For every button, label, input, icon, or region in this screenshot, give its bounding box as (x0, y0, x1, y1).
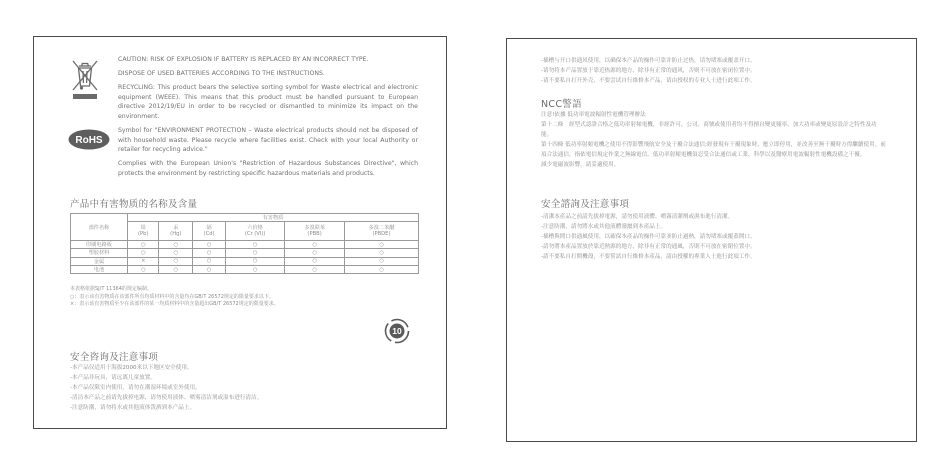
battery-disposal-text: DISPOSE OF USED BATTERIES ACCORDING TO THE INSTRUCTIONS. (118, 70, 325, 78)
mark-cell: × (128, 257, 159, 265)
substance-header: 汞 (Hg) (159, 222, 193, 241)
ncc-paragraph: 第十二條 經型式認證合格之低功率射頻電機，非經許可，公司、商號或使用者均不得擅自變更頻率、加大功率或變更原設計之特性及功能。 (541, 122, 877, 139)
part-name-cell: 电池 (71, 265, 128, 273)
hazard-table-notes (70, 286, 419, 309)
crossed-out-wheelie-bin-icon (70, 57, 100, 101)
mark-cell: ○ (193, 257, 226, 265)
part-name-cell: 金属 (71, 257, 128, 265)
list-item: -請勿將本產品置放於靠近熱源的地方，除非有正常的通風，否則不可放在密閉位置中。 (541, 244, 756, 251)
mark-cell: ○ (225, 257, 284, 265)
mark-cell: ○ (344, 257, 418, 265)
safety-notice-list-cn (70, 363, 410, 413)
ncc-warning-title: NCC警語 (541, 99, 582, 110)
environment-protection-text: Symbol for "ENVIRONMENT PROTECTION – Waste electrical products should not be disposed of with household waste. Please recycle where facilities exist. Check with your local Authority or retailer for recycling advice." (118, 127, 418, 154)
table-row (71, 265, 419, 273)
mark-cell: ○ (128, 265, 159, 273)
mark-cell: ○ (285, 257, 345, 265)
list-item: -插槽與開口供通風使用，以確保本產品的操作可靠並防止過熱，請勿堵塞或覆蓋開口。 (541, 234, 756, 241)
mark-cell: ○ (193, 241, 226, 249)
mark-cell: ○ (159, 249, 193, 257)
mark-cell: ○ (128, 249, 159, 257)
environmental-protection-use-period-10-icon (384, 318, 410, 344)
hazard-substances-title: 产品中有害物质的名称及含量 (70, 199, 198, 210)
mark-cell: ○ (285, 249, 345, 257)
right-manual-page (506, 38, 917, 442)
list-item: -本产品仅适用于海拔2000米以下地区安全使用。 (70, 365, 193, 371)
hazard-substances-table (70, 213, 419, 274)
mark-cell: ○ (344, 241, 418, 249)
table-note: 本表格依据SJ/T 11364的规定编制。 (70, 286, 152, 292)
part-name-header: 部件名称 (71, 214, 128, 241)
safety-notice-list-tw (541, 212, 881, 262)
safety-notice-title-cn: 安全咨询及注意事项 (70, 352, 159, 363)
weee-recycling-text: RECYCLING: This product bears the selective sorting symbol for Waste electrical and electronic equipment (WEEE). This means that this product must be handled pursuant to European directive 2012/19/EU in order to be recycled or dismantled to minimize its impact on the environment. (118, 84, 418, 120)
mark-cell: ○ (344, 249, 418, 257)
rohs-badge-icon (68, 129, 110, 150)
mark-cell: ○ (225, 241, 284, 249)
substance-header: 铅 (Pb) (128, 222, 159, 241)
english-notice-block (118, 55, 418, 179)
mark-cell: ○ (193, 265, 226, 273)
mark-cell: ○ (193, 249, 226, 257)
hazard-group-header: 有害物质 (128, 214, 419, 222)
list-item: -本产品非玩具，请远离儿童放置。 (70, 375, 156, 382)
part-name-cell: 印刷电路板 (71, 241, 128, 249)
mark-cell: ○ (159, 257, 193, 265)
table-row (71, 257, 419, 265)
list-item: -请不要私自打开外壳，不要尝试自行维修本产品，请由授权的专业人士进行此项工作。 (541, 78, 756, 85)
substance-header: 六价铬 (Cr (VI)) (225, 222, 284, 241)
epup-label: 10 (392, 326, 402, 337)
mark-cell: ○ (128, 241, 159, 249)
ncc-paragraph: 注意!依據 低功率電波輻射性電機管理辦法 (541, 112, 646, 118)
rohs-badge-label: RoHS (75, 135, 103, 146)
table-note: ×：表示该有害物质至少在该部件的某一均质材料中的含量超出GB/T 26572规定的限量要求。 (70, 301, 279, 308)
part-name-cell: 塑胶材料 (71, 249, 128, 257)
rohs-compliance-text: Complies with the European Union's "Restriction of Hazardous Substances Directive", which protects the environment by restricting specific hazardous materials and products. (118, 160, 418, 177)
mark-cell: ○ (225, 265, 284, 273)
left-manual-page (33, 36, 447, 429)
substance-header: 多溴联苯 (PBB) (285, 222, 345, 241)
list-item: -清洁本产品之前请先拔掉电源，请勿使用液体、喷雾清洁剂或湿布进行清洁。 (70, 395, 263, 402)
ncc-paragraph: 減少電磁波影響，請妥適使用。 (541, 162, 620, 169)
safety-notice-title-tw: 安全諮詢及注意事項 (541, 199, 630, 210)
mark-cell: ○ (225, 249, 284, 257)
ventilation-notice-list (541, 56, 881, 87)
substance-header: 多溴二苯醚 (PBDE) (344, 222, 418, 241)
list-item: -请勿将本产品置放于靠近热源的地方，除非有正常的通风，否则不可放在密闭位置中。 (541, 68, 756, 75)
mark-cell: ○ (344, 265, 418, 273)
mark-cell: ○ (285, 265, 345, 273)
battery-caution-text: CAUTION: RISK OF EXPLOSION IF BATTERY IS REPLACED BY AN INCORRECT TYPE. (118, 56, 369, 63)
substance-header: 镉 (Cd) (193, 222, 226, 241)
table-row (71, 249, 419, 257)
list-item: -插槽与开口供通风使用，以确保本产品的操作可靠并防止过热，请勿堵塞或覆盖开口。 (541, 58, 756, 64)
list-item: -清潔本產品之前請先拔掉電源，請勿使用液體、噴霧清潔劑或濕布進行清潔。 (541, 214, 734, 220)
list-item: -請不要私自打開機殼，不要嘗試自行維修本產品，請由授權的專業人士進行此項工作。 (541, 254, 756, 261)
mark-cell: ○ (285, 241, 345, 249)
ncc-warning-body (541, 110, 886, 171)
mark-cell: ○ (159, 265, 193, 273)
table-row (71, 241, 419, 249)
list-item: -注意防潮，請勿將水或其他液體潑灑到本產品上。 (541, 224, 667, 231)
mark-cell: ○ (159, 241, 193, 249)
list-item: -本产品仅限室内使用，请勿在潮湿环境或室外使用。 (70, 385, 201, 392)
table-note: ○：表示该有害物质在该部件所有均质材料中的含量均在GB/T 26572规定的限量要求以下。 (70, 293, 274, 300)
list-item: -注意防潮，请勿将水或其他液体泼洒到本产品上。 (70, 405, 196, 412)
ncc-paragraph: 第十四條 低功率射頻電機之使用不得影響飛航安全及干擾合法通信;經發現有干擾現象時，應立即停用，並改善至無干擾時方得繼續使用。前項合法通信，指依電信規定作業之無線電信。低功率射頻電機須忍受合法通信或工業、科學以及醫療用電波輻射性電機設備之干擾。 (541, 142, 886, 159)
